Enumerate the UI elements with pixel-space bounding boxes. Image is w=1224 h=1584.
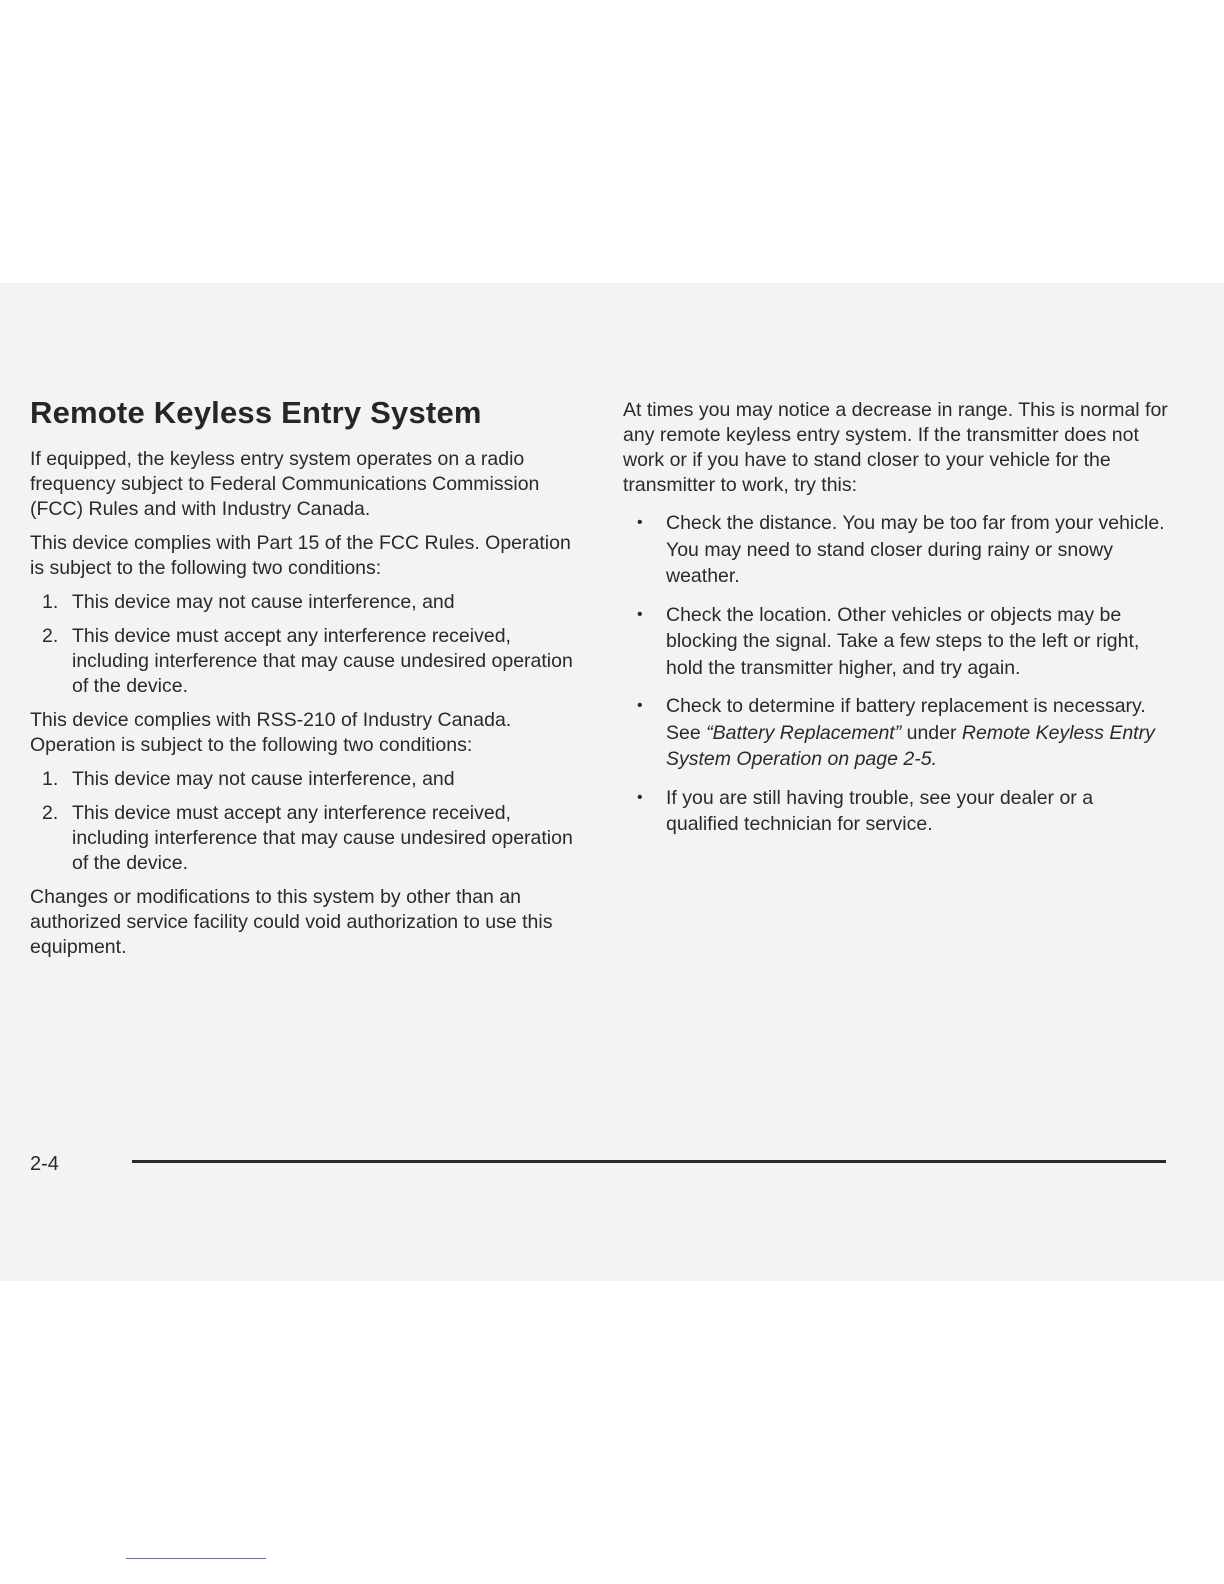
bullet-item <box>623 693 1166 773</box>
paragraph-fcc: This device complies with Part 15 of the FCC Rules. Operation is subject to the following two conditions: <box>30 532 571 579</box>
paragraph-industry-canada: This device complies with RSS-210 of Industry Canada. Operation is subject to the following two conditions: <box>30 709 512 756</box>
list-item <box>30 767 590 792</box>
page-number: 2-4 <box>30 1153 59 1175</box>
list-item <box>30 801 590 876</box>
bullet-icon: • <box>637 605 643 623</box>
list-number: 1. <box>42 768 59 790</box>
left-column <box>30 395 590 969</box>
paragraph-intro: If equipped, the keyless entry system operates on a radio frequency subject to Federal Communications Commission (FCC) Rules and with Industry Canada. <box>30 448 540 520</box>
troubleshooting-list <box>623 510 1183 838</box>
bottom-underline <box>126 1558 266 1559</box>
bullet-item <box>623 602 1166 682</box>
bullet-item <box>623 785 1166 838</box>
footer-rule <box>132 1160 1166 1163</box>
section-title: Remote Keyless Entry System <box>30 395 482 430</box>
bullet-icon: • <box>637 697 643 714</box>
right-column <box>623 398 1183 850</box>
list-number: 2. <box>42 625 59 647</box>
list-item <box>30 624 590 699</box>
paragraph-range: At times you may notice a decrease in range. This is normal for any remote keyless entry system. If the transmitter does not work or if you have to stand closer to your vehicle for the transmitter to work, try this: <box>623 399 1168 496</box>
bullet-icon: • <box>637 788 643 806</box>
fcc-conditions-list <box>30 590 590 699</box>
bullet-text: If you are still having trouble, see your dealer or a qualified technician for service. <box>666 786 1094 835</box>
list-item <box>30 590 590 615</box>
cross-reference-section[interactable]: Remote Keyless Entry System Operation on page 2-5. <box>666 721 1155 770</box>
list-text: This device must accept any interference received, including interference that may cause undesired operation of the device. <box>72 802 573 874</box>
bullet-text: Check the distance. You may be too far from your vehicle. You may need to stand closer during rainy or snowy weather. <box>666 512 1165 587</box>
list-number: 1. <box>42 591 59 613</box>
bullet-text: Check the location. Other vehicles or objects may be blocking the signal. Take a few steps to the left or right, hold the transmitter higher, and try again. <box>666 603 1140 679</box>
bullet-icon: • <box>637 514 643 531</box>
list-number: 2. <box>42 802 59 824</box>
bullet-text-mid: under <box>901 721 962 744</box>
list-text: This device may not cause interference, and <box>72 768 455 790</box>
industry-canada-conditions-list <box>30 767 590 876</box>
list-text: This device must accept any interference received, including interference that may cause undesired operation of the device. <box>72 625 573 697</box>
list-text: This device may not cause interference, and <box>72 591 455 613</box>
bullet-text-pre: Check to determine if battery replacement is necessary. See <box>666 695 1146 744</box>
paragraph-modifications: Changes or modifications to this system by other than an authorized service facility could void authorization to use this equipment. <box>30 886 553 958</box>
bullet-item <box>623 510 1166 590</box>
cross-reference-link[interactable]: “Battery Replacement” <box>706 721 902 744</box>
